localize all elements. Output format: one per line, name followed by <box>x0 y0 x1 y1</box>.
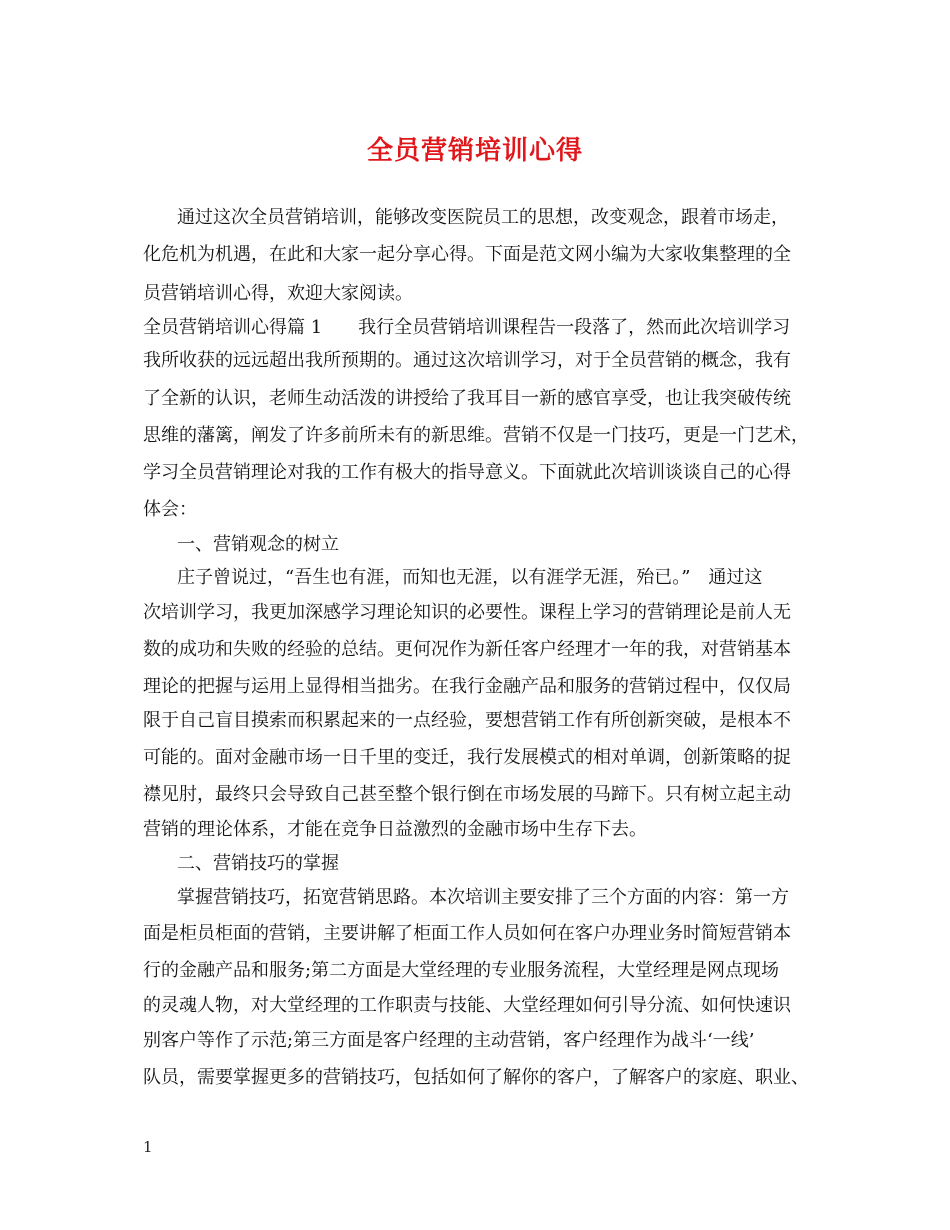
paragraph-line: 体会： <box>143 499 197 520</box>
paragraph-line: 化危机为机遇，在此和大家一起分享心得。下面是范文网小编为大家收集整理的全 <box>143 244 791 265</box>
paragraph-line: 全员营销培训心得篇 1 我行全员营销培训课程告一段落了，然而此次培训学习 <box>143 317 791 338</box>
document-title: 全员营销培训心得 <box>366 136 583 166</box>
page-number: 1 <box>143 1138 153 1156</box>
paragraph-line: 面是柜员柜面的营销，主要讲解了柜面工作人员如何在客户办理业务时简短营销本 <box>143 923 791 944</box>
paragraph-line: 别客户等作了示范;第三方面是客户经理的主动营销，客户经理作为战斗‘一线’ <box>143 1030 755 1051</box>
paragraph-line: 可能的。面对金融市场一日千里的变迁，我行发展模式的相对单调，创新策略的捉 <box>143 747 791 768</box>
paragraph-line: 行的金融产品和服务;第二方面是大堂经理的专业服务流程，大堂经理是网点现场 <box>143 960 780 981</box>
paragraph-line: 襟见肘，最终只会导致自己甚至整个银行倒在市场发展的马蹄下。只有树立起主动 <box>143 784 791 805</box>
paragraph-line: 思维的藩篱，阐发了许多前所未有的新思维。营销不仅是一门技巧，更是一门艺术， <box>143 425 809 446</box>
paragraph-line: 数的成功和失败的经验的总结。更何况作为新任客户经理才一年的我，对营销基本 <box>143 639 791 660</box>
paragraph-line: 次培训学习，我更加深感学习理论知识的必要性。课程上学习的营销理论是前人无 <box>143 602 791 623</box>
paragraph-line: 队员，需要掌握更多的营销技巧，包括如何了解你的客户，了解客户的家庭、职业、 <box>143 1067 809 1088</box>
section-heading: 二、营销技巧的掌握 <box>177 853 339 874</box>
paragraph-line: 的灵魂人物，对大堂经理的工作职责与技能、大堂经理如何引导分流、如何快速识 <box>143 995 791 1016</box>
paragraph-line: 掌握营销技巧，拓宽营销思路。本次培训主要安排了三个方面的内容：第一方 <box>177 887 789 908</box>
paragraph-line: 理论的把握与运用上显得相当拙劣。在我行金融产品和服务的营销过程中，仅仅局 <box>143 676 791 697</box>
paragraph-line: 限于自己盲目摸索而积累起来的一点经验，要想营销工作有所创新突破，是根本不 <box>143 710 791 731</box>
paragraph-line: 学习全员营销理论对我的工作有极大的指导意义。下面就此次培训谈谈自己的心得 <box>143 462 791 483</box>
paragraph-line: 员营销培训心得，欢迎大家阅读。 <box>143 283 413 304</box>
paragraph-line: 我所收获的远远超出我所预期的。通过这次培训学习，对于全员营销的概念，我有 <box>143 350 791 371</box>
paragraph-line: 营销的理论体系，才能在竞争日益激烈的金融市场中生存下去。 <box>143 819 647 840</box>
section-heading: 一、营销观念的树立 <box>177 534 339 555</box>
paragraph-line: 了全新的认识，老师生动活泼的讲授给了我耳目一新的感官享受，也让我突破传统 <box>143 388 791 409</box>
paragraph-line: 通过这次全员营销培训，能够改变医院员工的思想，改变观念，跟着市场走， <box>177 207 789 228</box>
paragraph-line: 庄子曾说过，“吾生也有涯，而知也无涯，以有涯学无涯，殆已。” 通过这 <box>177 567 763 588</box>
